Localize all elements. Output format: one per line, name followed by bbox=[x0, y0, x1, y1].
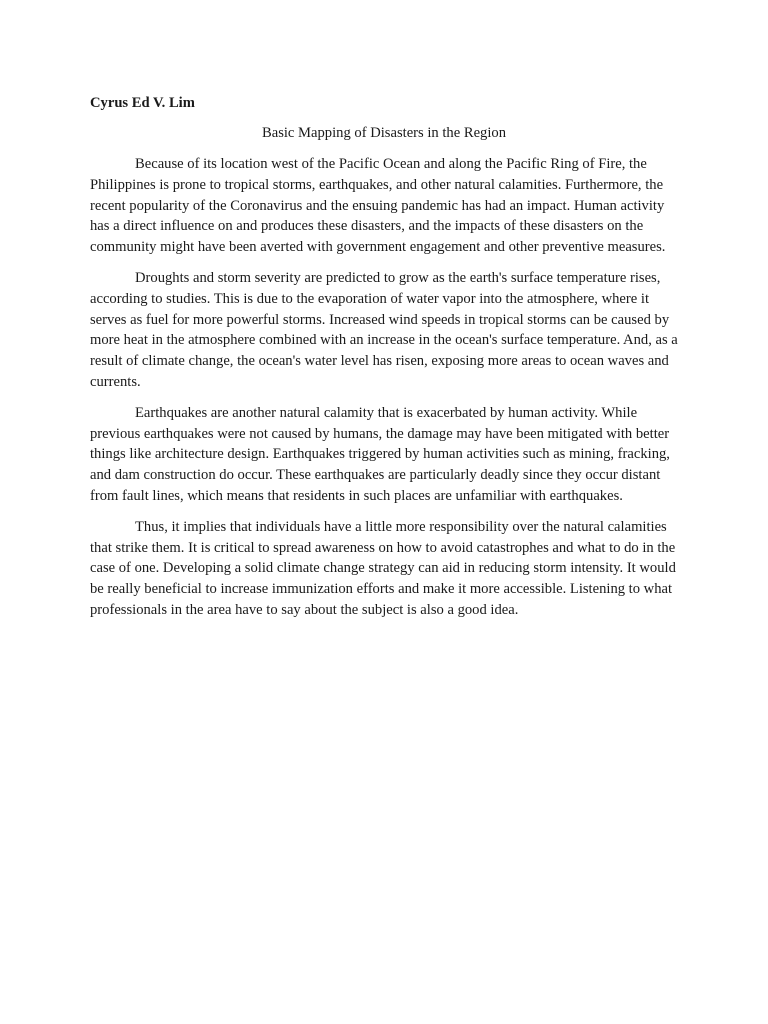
paragraph-droughts-storms: Droughts and storm severity are predicted to grow as the earth's surface temperature rises, according to studies. This is due to the evaporation of water vapor into the atmosphere, where it serves as fuel for more powerful storms. Increased wind speeds in tropical storms can be caused by more heat in the atmosphere combined with an increase in the ocean's surface temperature. And, as a result of climate change, the ocean's water level has risen, exposing more areas to ocean waves and currents. bbox=[90, 269, 678, 390]
author-name: Cyrus Ed V. Lim bbox=[90, 95, 195, 111]
document-body bbox=[90, 154, 682, 631]
paragraph-earthquakes: Earthquakes are another natural calamity that is exacerbated by human activity. While previous earthquakes were not caused by humans, the damage may have been mitigated with better things like architecture design. Earthquakes triggered by human activities such as mining, fracking, and dam construction do occur. These earthquakes are particularly deadly since they occur distant from fault lines, which means that residents in such places are unfamiliar with earthquakes. bbox=[90, 404, 670, 504]
paragraph-conclusion: Thus, it implies that individuals have a little more responsibility over the natural calamities that strike them. It is critical to spread awareness on how to avoid catastrophes and what to do in the case of one. Developing a solid climate change strategy can aid in reducing storm intensity. It would be really beneficial to increase immunization efforts and make it more accessible. Listening to what professionals in the area have to say about the subject is also a good idea. bbox=[90, 518, 676, 618]
document-title: Basic Mapping of Disasters in the Region bbox=[261, 125, 506, 141]
paragraph-intro: Because of its location west of the Pacific Ocean and along the Pacific Ring of Fire, the Philippines is prone to tropical storms, earthquakes, and other natural calamities. Furthermore, the recent popularity of the Coronavirus and the ensuing pandemic has had an impact. Human activity has a direct influence on and produces these disasters, and the impacts of these disasters on the community might have been averted with government engagement and other preventive measures. bbox=[90, 156, 666, 256]
